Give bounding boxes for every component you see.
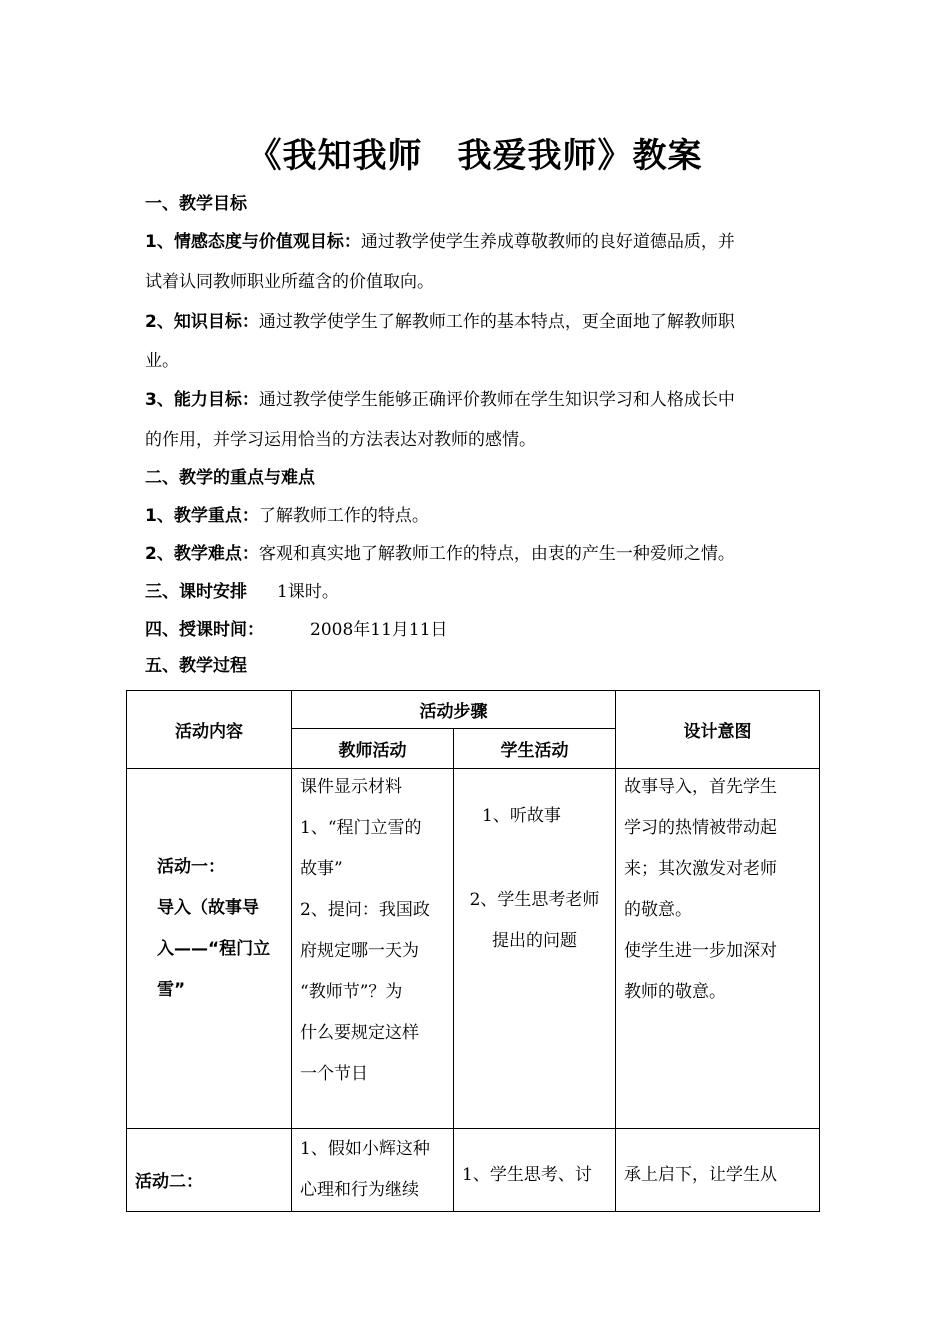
- row1-student-line: 2、学生思考老师: [469, 890, 600, 910]
- row2-content: [127, 1129, 292, 1212]
- row1-teacher-line: 故事”: [300, 859, 343, 879]
- row1-intent: [616, 769, 820, 1129]
- lecture-time-label: 四、授课时间：: [145, 620, 264, 640]
- section-heading-goals: 一、教学目标: [145, 194, 247, 214]
- row1-intent-line: 故事导入，首先学生: [624, 777, 777, 797]
- row2-teacher-line: 1、假如小辉这种: [300, 1139, 430, 1159]
- difficulty-text: 客观和真实地了解教师工作的特点，由衷的产生一种爱师之情。: [258, 544, 735, 564]
- row1-teacher-line: “教师节”？为: [300, 982, 403, 1002]
- goal-2-label: 2、知识目标：: [145, 312, 259, 332]
- row1-teacher-line: 1、“程门立雪的: [300, 818, 422, 838]
- goal-1-text: 通过教学使学生养成尊敬教师的良好道德品质，并: [360, 232, 735, 252]
- header-intent: 设计意图: [616, 691, 820, 769]
- row1-teacher-line: 2、提问：我国政: [300, 900, 430, 920]
- row2-teacher: [292, 1129, 454, 1212]
- goal-2-text: 通过教学使学生了解教师工作的基本特点，更全面地了解教师职: [258, 312, 735, 332]
- goal-3-cont: 的作用，并学习运用恰当的方法表达对教师的感情。: [145, 430, 536, 450]
- row2-teacher-line: 心理和行为继续: [300, 1180, 419, 1200]
- class-hours-label: 三、课时安排: [145, 582, 247, 602]
- row1-teacher-text: [292, 767, 453, 1095]
- section-heading-process: 五、教学过程: [145, 656, 247, 676]
- key-point-text: 了解教师工作的特点。: [258, 506, 429, 526]
- lecture-time: [145, 610, 815, 650]
- row2-student: [454, 1129, 616, 1212]
- goal-2-cont: 业。: [145, 351, 179, 371]
- header-student: 学生活动: [454, 729, 616, 769]
- row2-intent-line: 承上启下，让学生从: [624, 1165, 777, 1185]
- row1-content-text: [127, 847, 291, 1011]
- goal-3: [145, 380, 815, 420]
- row1-content: [127, 769, 292, 1129]
- row1-student-text-b: [454, 880, 615, 962]
- key-point-label: 1、教学重点：: [145, 506, 259, 526]
- row1-student: [454, 769, 616, 1129]
- goal-1-cont: 试着认同教师职业所蕴含的价值取向。: [145, 272, 434, 292]
- row1-intent-line: 来；其次激发对老师: [624, 859, 777, 879]
- row2-teacher-text: [292, 1129, 453, 1211]
- goal-2: [145, 302, 815, 342]
- class-hours-value: 1课时。: [277, 582, 339, 602]
- row1-teacher-line: 课件显示材料: [300, 777, 402, 797]
- row1-student-line: 1、听故事: [482, 806, 561, 826]
- row1-intent-line: 的敬意。: [624, 900, 692, 920]
- class-hours: [145, 572, 815, 612]
- row2-student-line: 1、学生思考、讨: [462, 1165, 592, 1185]
- row1-teacher-line: 什么要规定这样: [300, 1023, 419, 1043]
- goal-1-label: 1、情感态度与价值观目标：: [145, 232, 361, 252]
- row1-intent-line: 使学生进一步加深对: [624, 941, 777, 961]
- row2-intent: [616, 1129, 820, 1212]
- row1-intent-text: [616, 767, 819, 1013]
- header-steps: 活动步骤: [292, 691, 616, 729]
- row1-content-line: 入——“程门立: [157, 938, 271, 959]
- row1-student-line: 提出的问题: [492, 931, 577, 951]
- row1-teacher-line: 一个节日: [300, 1064, 368, 1084]
- difficulty-label: 2、教学难点：: [145, 544, 259, 564]
- row1-intent-line: 教师的敬意。: [624, 982, 726, 1002]
- row1-content-line: 导入（故事导: [157, 897, 259, 918]
- row1-teacher-line: 府规定哪一天为: [300, 941, 419, 961]
- row2-content-line: 活动二：: [135, 1171, 203, 1192]
- section-heading-key-points: 二、教学的重点与难点: [145, 468, 315, 488]
- row1-teacher: [292, 769, 454, 1129]
- header-content: 活动内容: [127, 691, 292, 769]
- difficulty: [145, 534, 815, 574]
- process-table: [126, 690, 820, 1212]
- header-teacher: 教师活动: [292, 729, 454, 769]
- goal-1: [145, 222, 815, 262]
- lecture-time-value: 2008年11月11日: [310, 620, 448, 640]
- key-point: [145, 496, 815, 536]
- row1-intent-line: 学习的热情被带动起: [624, 818, 777, 838]
- page-title: 《我知我师 我爱我师》教案: [247, 136, 703, 176]
- goal-3-text: 通过教学使学生能够正确评价教师在学生知识学习和人格成长中: [258, 390, 735, 410]
- row1-content-line: 雪”: [157, 979, 186, 1000]
- row1-content-line: 活动一：: [157, 856, 225, 877]
- goal-3-label: 3、能力目标：: [145, 390, 259, 410]
